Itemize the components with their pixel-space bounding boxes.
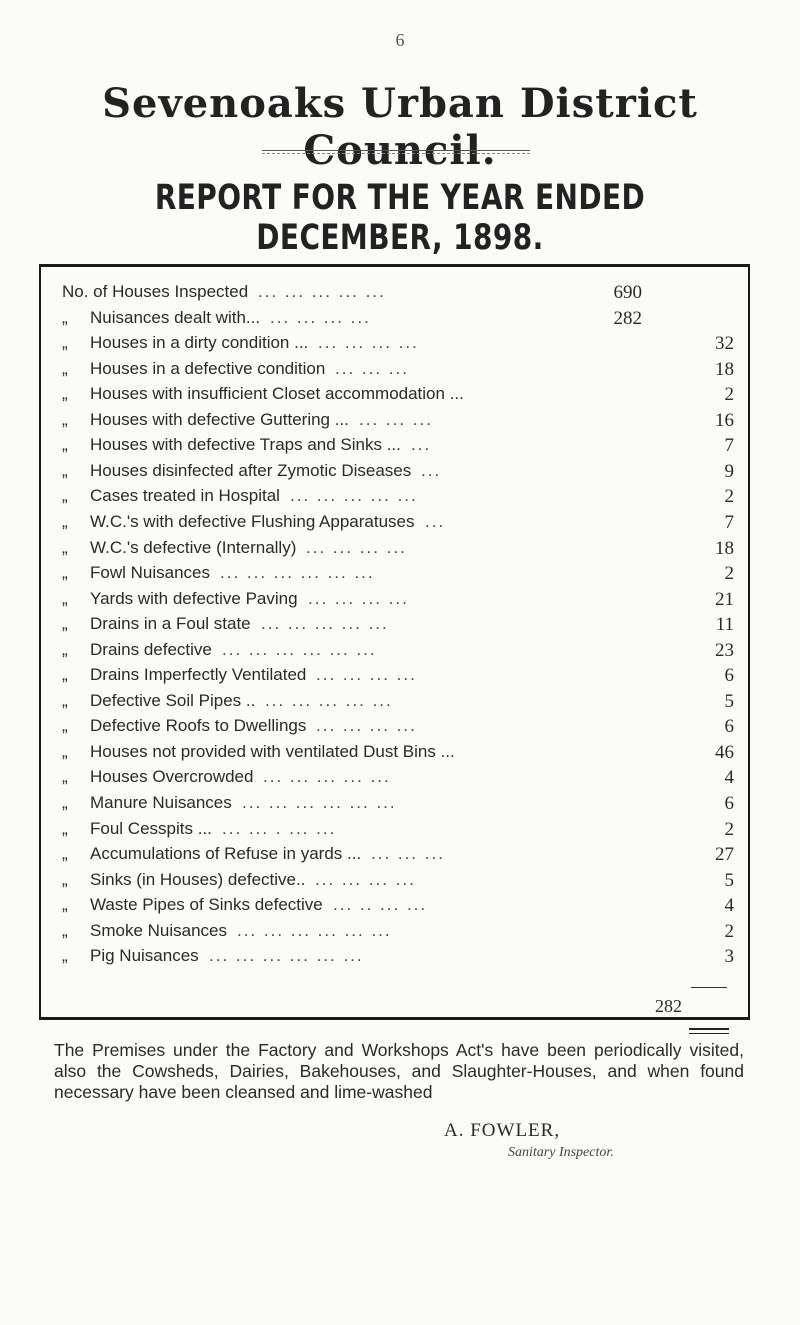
count-value: 27 [715,844,734,866]
table-row [62,716,742,742]
ditto-mark: „ [62,895,68,915]
ditto-mark: „ [62,563,68,583]
ditto-mark: „ [62,384,68,404]
count-value: 2 [724,486,734,508]
leader-dots: ... ... ... ... [318,333,419,353]
count-value: 2 [724,920,734,942]
row-label: Houses in a dirty condition ... [90,333,309,353]
leader-dots: ... ... ... [359,409,433,429]
count-value: 18 [715,537,734,559]
row-label: Drains Imperfectly Ventilated [90,665,307,685]
total-double-rule [689,1028,729,1034]
count-value: 2 [724,384,734,406]
row-label: Manure Nuisances [90,793,232,812]
ditto-mark: „ [62,665,68,685]
leader-dots: ... ... ... ... [306,537,407,557]
report-title: REPORT FOR THE YEAR ENDED DECEMBER, 1898. [154,178,646,258]
table-row [62,767,742,793]
count-value: 7 [724,435,734,457]
row-label: W.C.'s with defective Flushing Apparatuses [90,511,415,531]
count-value: 23 [715,639,734,661]
leader-dots: ... [411,435,432,455]
ditto-mark: „ [62,920,68,940]
count-value: 9 [724,460,734,482]
row-label: Houses with defective Traps and Sinks ... [90,435,401,455]
page-number: 6 [395,30,405,50]
row-label: Sinks (in Houses) defective.. [90,869,306,889]
mid-value: 690 [613,282,642,303]
row-label: Houses disinfected after Zymotic Diseases [90,460,412,480]
count-value: 18 [715,358,734,380]
row-label: Accumulations of Refuse in yards ... [90,844,362,864]
count-value: 6 [724,665,734,687]
row-label: Houses not provided with ventilated Dust Bins ... [90,741,455,761]
total-rule [691,987,727,988]
row-label: Houses in a defective condition [90,358,326,378]
ditto-mark: „ [62,639,68,659]
leader-dots: ... ... ... ... [316,716,417,736]
ditto-mark: „ [62,588,68,608]
row-label: Cases treated in Hospital [90,486,280,506]
leader-dots: ... ... ... ... ... [261,614,389,634]
signature-title: Sanitary Inspector. [508,1145,614,1160]
leader-dots: ... ... ... ... ... ... [237,920,392,940]
count-value: 4 [724,767,734,789]
row-label: No. of Houses Inspected [62,282,249,301]
table-row [62,486,742,512]
ditto-mark: „ [62,409,68,429]
ditto-mark: „ [62,741,68,761]
table-row [62,384,742,410]
mid-value: 282 [613,307,642,329]
row-label: Nuisances dealt with... [90,307,261,327]
table-row [62,308,742,334]
leader-dots: ... ... ... [371,844,445,864]
leader-dots: ... ... . ... ... [222,818,337,838]
row-label: Defective Roofs to Dwellings [90,716,307,736]
count-value: 16 [715,409,734,431]
table-row [62,589,742,615]
title-divider [262,150,530,154]
table-row [62,435,742,461]
leader-dots: ... ... ... ... ... [290,486,418,506]
leader-dots: ... ... ... ... ... ... [222,639,377,659]
ditto-mark: „ [62,307,68,327]
table-row [62,946,742,972]
leader-dots: ... ... ... ... ... [263,767,391,787]
table-row [62,563,742,589]
row-label: Houses with defective Guttering ... [90,409,349,429]
count-value: 21 [715,588,734,610]
row-label: W.C.'s defective (Internally) [90,537,297,557]
count-value: 2 [724,818,734,840]
row-label: Drains in a Foul state [90,614,251,634]
count-value: 4 [724,895,734,917]
table-row [62,512,742,538]
table-row [62,461,742,487]
table-row [62,538,742,564]
count-value: 6 [724,793,734,814]
count-value: 2 [724,563,734,585]
ditto-mark: „ [62,793,68,812]
council-title: Sevenoaks Urban District Council. [102,80,698,174]
leader-dots: ... ... ... ... ... ... [242,793,397,812]
count-value: 3 [724,946,734,968]
table-row [62,691,742,717]
table-row [62,614,742,640]
leader-dots: ... [421,460,442,480]
ditto-mark: „ [62,435,68,455]
count-value: 6 [724,716,734,738]
ditto-mark: „ [62,333,68,353]
leader-dots: ... ... ... ... ... [258,282,386,301]
table-row [62,793,742,819]
table-row [62,282,742,308]
ditto-mark: „ [62,818,68,838]
table-row [62,333,742,359]
table-row [62,819,742,845]
row-label: Waste Pipes of Sinks defective [90,895,323,915]
count-value: 5 [724,690,734,712]
ditto-mark: „ [62,486,68,506]
ditto-mark: „ [62,614,68,634]
table-row [62,640,742,666]
table-row [62,895,742,921]
row-label: Fowl Nuisances [90,563,210,583]
table-row [62,844,742,870]
table-row [62,921,742,947]
ditto-mark: „ [62,716,68,736]
ditto-mark: „ [62,767,68,787]
leader-dots: ... .. ... ... [333,895,428,915]
ditto-mark: „ [62,511,68,531]
leader-dots: ... ... ... ... [316,665,417,685]
total-value: 282 [655,996,682,1017]
leader-dots: ... ... ... ... [315,869,416,889]
signature-name: A. FOWLER, [444,1120,561,1141]
ditto-mark: „ [62,537,68,557]
table-row [62,742,742,768]
count-value: 46 [715,741,734,763]
table-row [62,410,742,436]
table-row [62,359,742,385]
count-value: 32 [715,333,734,355]
ditto-mark: „ [62,946,68,966]
row-label: Yards with defective Paving [90,588,298,608]
table-row [62,665,742,691]
leader-dots: ... ... ... ... [308,588,409,608]
count-value: 7 [724,511,734,533]
leader-dots: ... ... ... ... [270,307,371,327]
leader-dots: ... ... ... ... ... ... [220,563,375,583]
count-value: 5 [724,869,734,891]
ditto-mark: „ [62,358,68,378]
ditto-mark: „ [62,460,68,480]
table-row [62,870,742,896]
ditto-mark: „ [62,869,68,889]
row-label: Smoke Nuisances [90,920,228,940]
ditto-mark: „ [62,844,68,864]
row-label: Defective Soil Pipes .. [90,690,256,710]
row-label: Foul Cesspits ... [90,818,212,838]
leader-dots: ... ... ... ... ... ... [209,946,364,966]
ditto-mark: „ [62,690,68,710]
row-label: Houses with insufficient Closet accommodation ... [90,384,464,404]
footnote-paragraph: The Premises under the Factory and Workshops Act's have been periodically visited, also the Cowsheds, Dairies, Bakehouses, and Slaughter-Houses, and when found necessary have been cleansed and lime-washed [54,1040,744,1102]
leader-dots: ... [425,511,446,531]
leader-dots: ... ... ... [335,358,409,378]
row-label: Drains defective [90,639,212,659]
count-value: 11 [715,614,734,636]
row-label: Pig Nuisances [90,946,199,966]
leader-dots: ... ... ... ... ... [265,690,393,710]
row-label: Houses Overcrowded [90,767,254,787]
